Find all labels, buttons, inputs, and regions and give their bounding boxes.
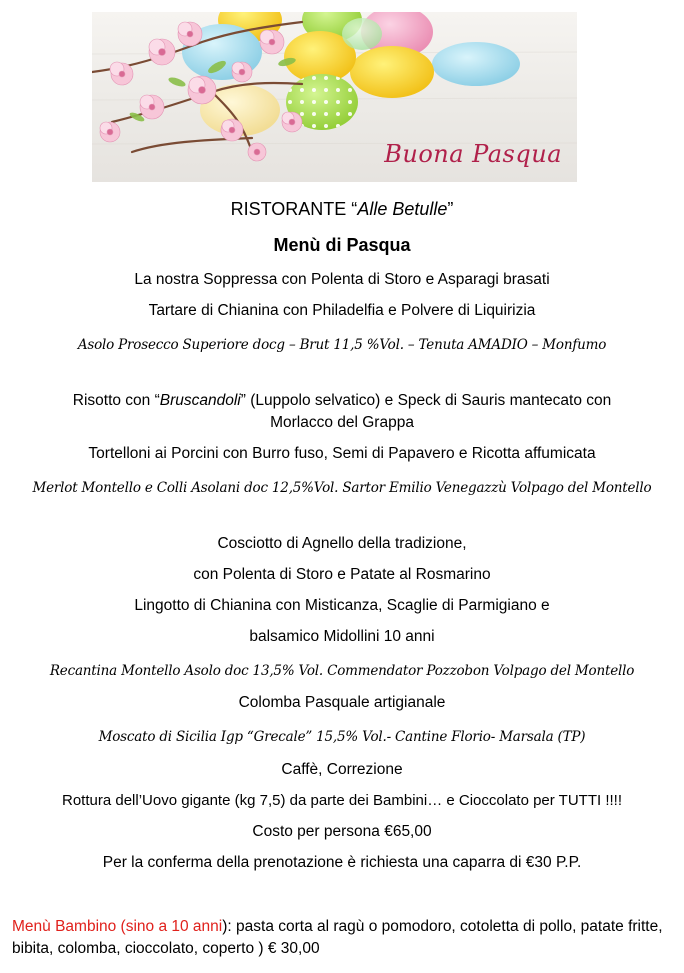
menu-title: Menù di Pasqua (273, 235, 411, 255)
risotto-text-post: ” (Luppolo selvatico) e Speck di Sauris mantecato con (240, 392, 612, 409)
dish-colomba: Colomba Pasquale artigianale (238, 694, 446, 711)
dish-lingotto: Lingotto di Chianina con Misticanza, Scaglie di Parmigiano e (134, 597, 550, 614)
wine-recantina: Recantina Montello Asolo doc 13,5% Vol. Commendator Pozzobon Volpago del Montello (49, 663, 635, 679)
dish-risotto (0, 391, 684, 411)
wine-moscato: Moscato di Sicilia Igp “Grecale” 15,5% Vol.- Cantine Florio- Marsala (TP) (98, 729, 586, 745)
price-per-person: Costo per persona €65,00 (252, 823, 432, 840)
risotto-bruscandoli: Bruscandoli (159, 392, 241, 409)
dish-tortelloni: Tortelloni ai Porcini con Burro fuso, Semi di Papavero e Ricotta affumicata (88, 445, 596, 462)
dish-tartare: Tartare di Chianina con Philadelfia e Polvere di Liquirizia (148, 302, 536, 319)
dish-risotto-line2: Morlacco del Grappa (270, 414, 414, 431)
wine-prosecco: Asolo Prosecco Superiore docg – Brut 11,5 %Vol. – Tenuta AMADIO – Monfumo (77, 337, 607, 353)
kids-menu-label: Menù Bambino (sino a 10 anni (12, 918, 223, 935)
dish-soppressa: La nostra Soppressa con Polenta di Storo e Asparagi brasati (134, 271, 550, 288)
easter-banner-image (92, 12, 577, 182)
title-suffix: ” (447, 199, 454, 219)
item-rottura-uovo: Rottura dell’Uovo gigante (kg 7,5) da parte dei Bambini… e Cioccolato per TUTTI !!!! (62, 792, 622, 809)
restaurant-name: Alle Betulle (357, 199, 448, 219)
banner-caption: Buona Pasqua (384, 140, 562, 168)
dish-cosciotto-contorno: con Polenta di Storo e Patate al Rosmarino (193, 566, 491, 583)
restaurant-title (0, 199, 684, 219)
risotto-text-pre: Risotto con “ (72, 392, 160, 409)
item-caffe: Caffè, Correzione (281, 761, 403, 778)
kids-menu (12, 916, 672, 960)
title-prefix: RISTORANTE “ (230, 199, 358, 219)
dish-cosciotto: Cosciotto di Agnello della tradizione, (217, 535, 467, 552)
deposit-note: Per la conferma della prenotazione è richiesta una caparra di €30 P.P. (102, 854, 582, 871)
kids-menu-text: ): pasta corta al ragù o pomodoro, cotoletta di pollo, patate fritte, bibita, colomba, cioccolato, coperto ) € 30,00 (12, 918, 663, 957)
wine-merlot: Merlot Montello e Colli Asolani doc 12,5%Vol. Sartor Emilio Venegazzù Volpago del Montello (32, 480, 652, 496)
dish-lingotto-line2: balsamico Midollini 10 anni (249, 628, 435, 645)
